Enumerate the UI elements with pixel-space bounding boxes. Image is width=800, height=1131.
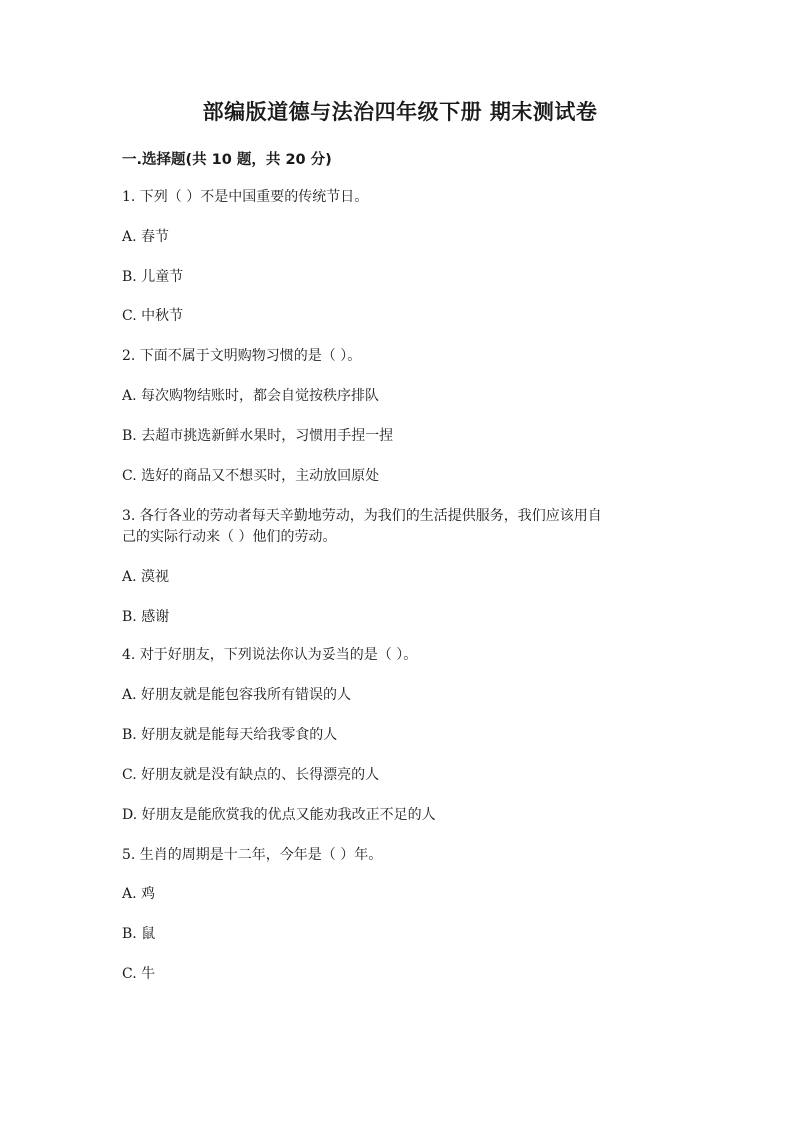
question-3-option-a: A. 漠视 <box>122 569 170 585</box>
question-2-option-b: B. 去超市挑选新鲜水果时，习惯用手捏一捏 <box>122 428 394 444</box>
question-4-option-c: C. 好朋友就是没有缺点的、长得漂亮的人 <box>122 767 380 783</box>
question-4-option-b: B. 好朋友就是能每天给我零食的人 <box>122 727 338 743</box>
question-1-option-a: A. 春节 <box>122 229 170 245</box>
question-5-option-c: C. 牛 <box>122 966 156 982</box>
question-3-option-b: B. 感谢 <box>122 609 170 625</box>
question-1-option-b: B. 儿童节 <box>122 269 184 285</box>
question-1-option-c: C. 中秋节 <box>122 308 184 324</box>
question-2-option-a: A. 每次购物结账时，都会自觉按秩序排队 <box>122 388 380 404</box>
page-title: 部编版道德与法治四年级下册 期末测试卷 <box>202 100 598 124</box>
question-4-option-d: D. 好朋友是能欣赏我的优点又能劝我改正不足的人 <box>122 807 436 823</box>
question-5-stem: 5. 生肖的周期是十二年，今年是（ ）年。 <box>122 847 383 863</box>
question-1-stem: 1. 下列（ ）不是中国重要的传统节日。 <box>122 189 369 205</box>
question-2-option-c: C. 选好的商品又不想买时，主动放回原处 <box>122 468 380 484</box>
question-5-option-b: B. 鼠 <box>122 926 156 942</box>
question-4-stem: 4. 对于好朋友，下列说法你认为妥当的是（ ）。 <box>122 647 418 663</box>
section-heading: 一.选择题(共 10 题，共 20 分) <box>122 152 332 168</box>
question-4-option-a: A. 好朋友就是能包容我所有错误的人 <box>122 687 352 703</box>
question-2-stem: 2. 下面不属于文明购物习惯的是（ ）。 <box>122 348 362 364</box>
question-3-stem-line-2: 己的实际行动来（ ）他们的劳动。 <box>122 529 337 545</box>
question-5-option-a: A. 鸡 <box>122 886 156 902</box>
question-3-stem-line-1: 3. 各行各业的劳动者每天辛勤地劳动，为我们的生活提供服务，我们应该用自 <box>122 508 602 524</box>
